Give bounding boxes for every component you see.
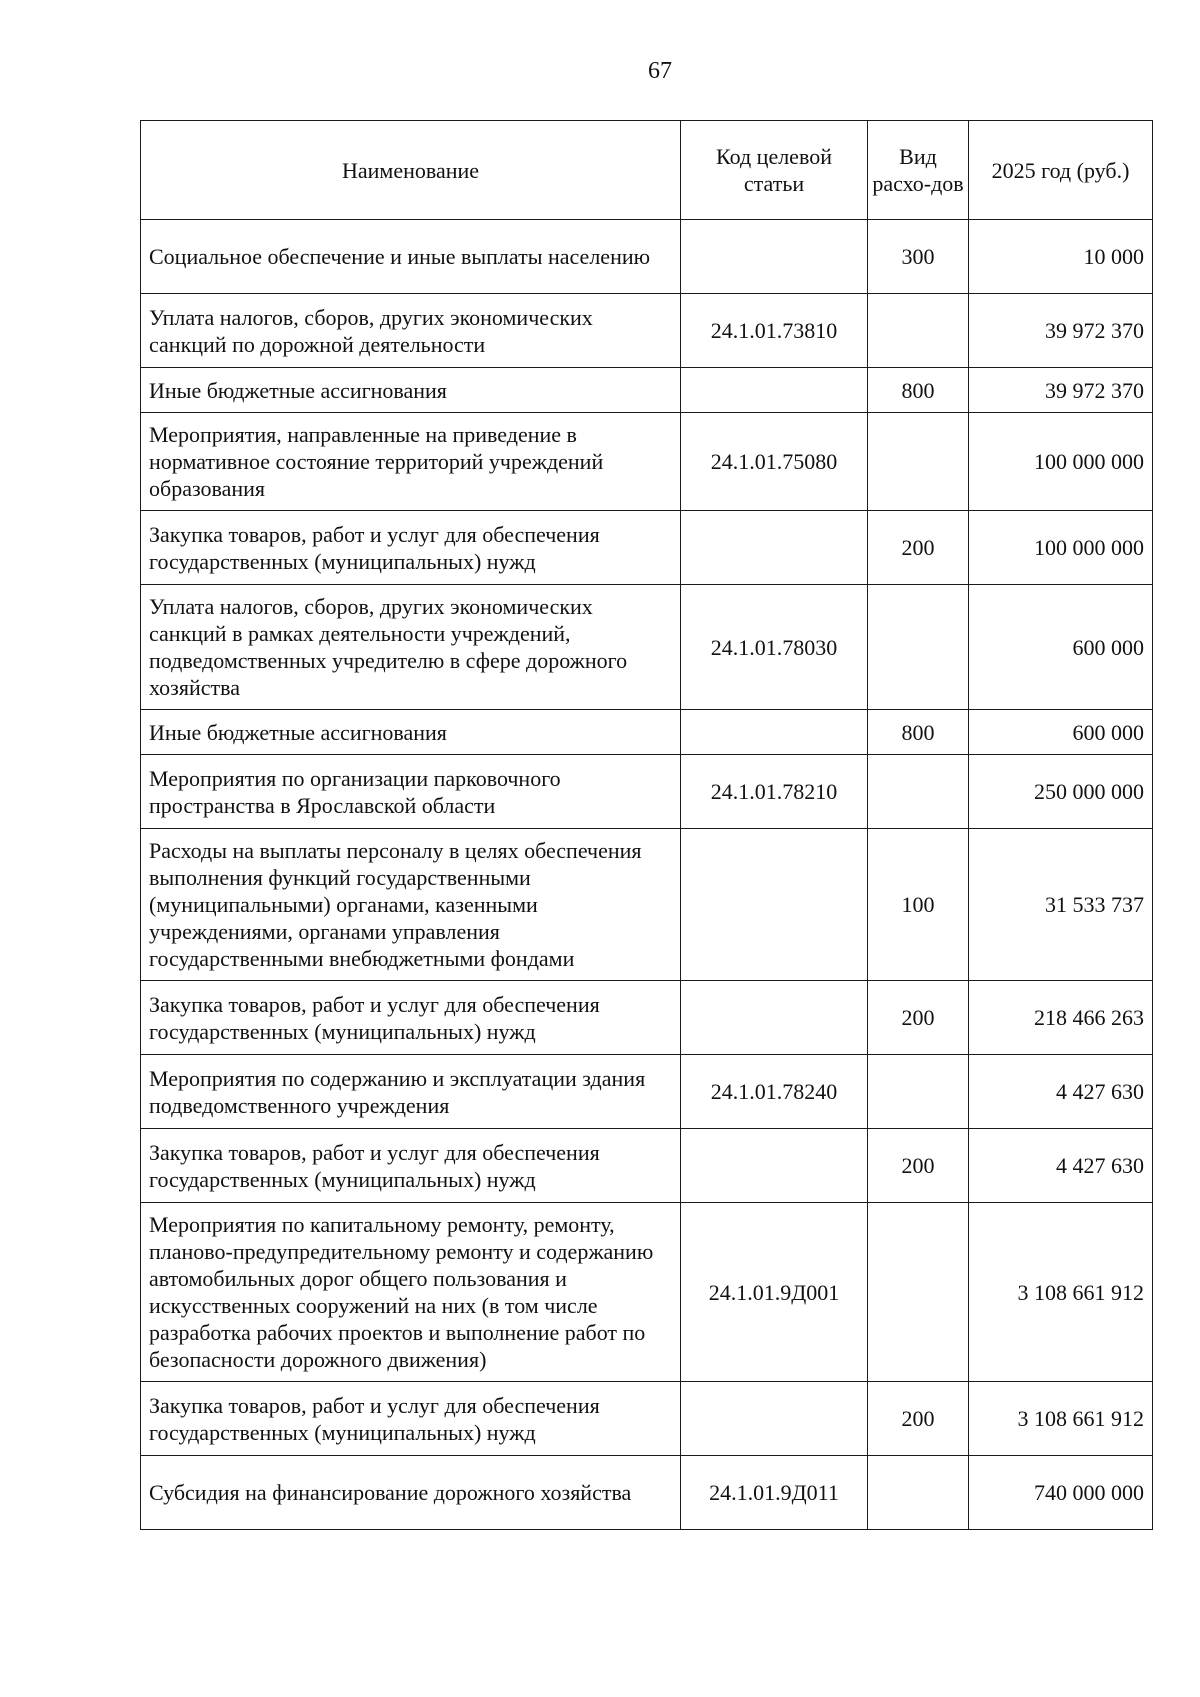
row-code [681, 710, 868, 755]
row-name: Мероприятия по организации парковочного пространства в Ярославской области [141, 755, 681, 829]
row-name: Закупка товаров, работ и услуг для обеспечения государственных (муниципальных) нужд [141, 511, 681, 585]
row-code: 24.1.01.78240 [681, 1055, 868, 1129]
row-code: 24.1.01.78210 [681, 755, 868, 829]
row-code [681, 220, 868, 294]
row-code: 24.1.01.73810 [681, 294, 868, 368]
row-name: Уплата налогов, сборов, других экономических санкций в рамках деятельности учреждений, подведомственных учредителю в сфере дорожного хозяйства [141, 585, 681, 710]
row-sum: 31 533 737 [969, 829, 1153, 981]
table-row [141, 220, 1153, 294]
table-row [141, 1382, 1153, 1456]
row-sum: 740 000 000 [969, 1456, 1153, 1530]
row-code: 24.1.01.9Д001 [681, 1203, 868, 1382]
row-name: Иные бюджетные ассигнования [141, 368, 681, 413]
table-row [141, 511, 1153, 585]
header-row [141, 121, 1153, 220]
row-name: Закупка товаров, работ и услуг для обеспечения государственных (муниципальных) нужд [141, 981, 681, 1055]
row-name: Закупка товаров, работ и услуг для обеспечения государственных (муниципальных) нужд [141, 1382, 681, 1456]
row-type: 200 [868, 1129, 969, 1203]
table-row [141, 1203, 1153, 1382]
table-row [141, 585, 1153, 710]
table-row [141, 1456, 1153, 1530]
row-code [681, 829, 868, 981]
row-type [868, 413, 969, 511]
row-type [868, 1055, 969, 1129]
table-row [141, 1055, 1153, 1129]
row-code [681, 368, 868, 413]
row-sum: 4 427 630 [969, 1055, 1153, 1129]
table-row [141, 710, 1153, 755]
table-row [141, 413, 1153, 511]
table-row [141, 294, 1153, 368]
row-type: 200 [868, 511, 969, 585]
row-code [681, 1382, 868, 1456]
page-number: 67 [648, 58, 672, 84]
row-name: Мероприятия по капитальному ремонту, ремонту, планово-предупредительному ремонту и содержанию автомобильных дорог общего пользования и искусственных сооружений на них (в том числе разработка рабочих проектов и выполнение работ по безопасности дорожного движения) [141, 1203, 681, 1382]
row-name: Субсидия на финансирование дорожного хозяйства [141, 1456, 681, 1530]
row-type: 800 [868, 710, 969, 755]
row-name: Закупка товаров, работ и услуг для обеспечения государственных (муниципальных) нужд [141, 1129, 681, 1203]
row-type: 200 [868, 1382, 969, 1456]
row-code: 24.1.01.78030 [681, 585, 868, 710]
row-code: 24.1.01.9Д011 [681, 1456, 868, 1530]
row-code: 24.1.01.75080 [681, 413, 868, 511]
row-name: Расходы на выплаты персоналу в целях обеспечения выполнения функций государственными (муниципальными) органами, казенными учреждениями, органами управления государственными внебюджетными фондами [141, 829, 681, 981]
row-type [868, 755, 969, 829]
header-sum: 2025 год (руб.) [969, 121, 1153, 220]
table-row [141, 829, 1153, 981]
row-type [868, 1203, 969, 1382]
row-sum: 3 108 661 912 [969, 1203, 1153, 1382]
row-name: Мероприятия, направленные на приведение в нормативное состояние территорий учреждений образования [141, 413, 681, 511]
row-name: Социальное обеспечение и иные выплаты населению [141, 220, 681, 294]
row-type: 100 [868, 829, 969, 981]
row-sum: 3 108 661 912 [969, 1382, 1153, 1456]
table-row [141, 755, 1153, 829]
row-sum: 250 000 000 [969, 755, 1153, 829]
budget-table [140, 120, 1153, 1530]
header-type: Вид расхо-дов [868, 121, 969, 220]
row-sum: 100 000 000 [969, 511, 1153, 585]
row-sum: 600 000 [969, 710, 1153, 755]
row-type [868, 1456, 969, 1530]
row-type: 200 [868, 981, 969, 1055]
header-code: Код целевой статьи [681, 121, 868, 220]
row-name: Уплата налогов, сборов, других экономических санкций по дорожной деятельности [141, 294, 681, 368]
row-sum: 10 000 [969, 220, 1153, 294]
row-type [868, 294, 969, 368]
row-code [681, 981, 868, 1055]
table-row [141, 1129, 1153, 1203]
row-code [681, 511, 868, 585]
row-sum: 218 466 263 [969, 981, 1153, 1055]
row-sum: 39 972 370 [969, 294, 1153, 368]
row-type: 800 [868, 368, 969, 413]
row-name: Иные бюджетные ассигнования [141, 710, 681, 755]
row-code [681, 1129, 868, 1203]
row-sum: 600 000 [969, 585, 1153, 710]
row-type [868, 585, 969, 710]
header-name: Наименование [141, 121, 681, 220]
table-row [141, 981, 1153, 1055]
row-sum: 100 000 000 [969, 413, 1153, 511]
row-sum: 4 427 630 [969, 1129, 1153, 1203]
table-row [141, 368, 1153, 413]
row-type: 300 [868, 220, 969, 294]
row-sum: 39 972 370 [969, 368, 1153, 413]
row-name: Мероприятия по содержанию и эксплуатации здания подведомственного учреждения [141, 1055, 681, 1129]
